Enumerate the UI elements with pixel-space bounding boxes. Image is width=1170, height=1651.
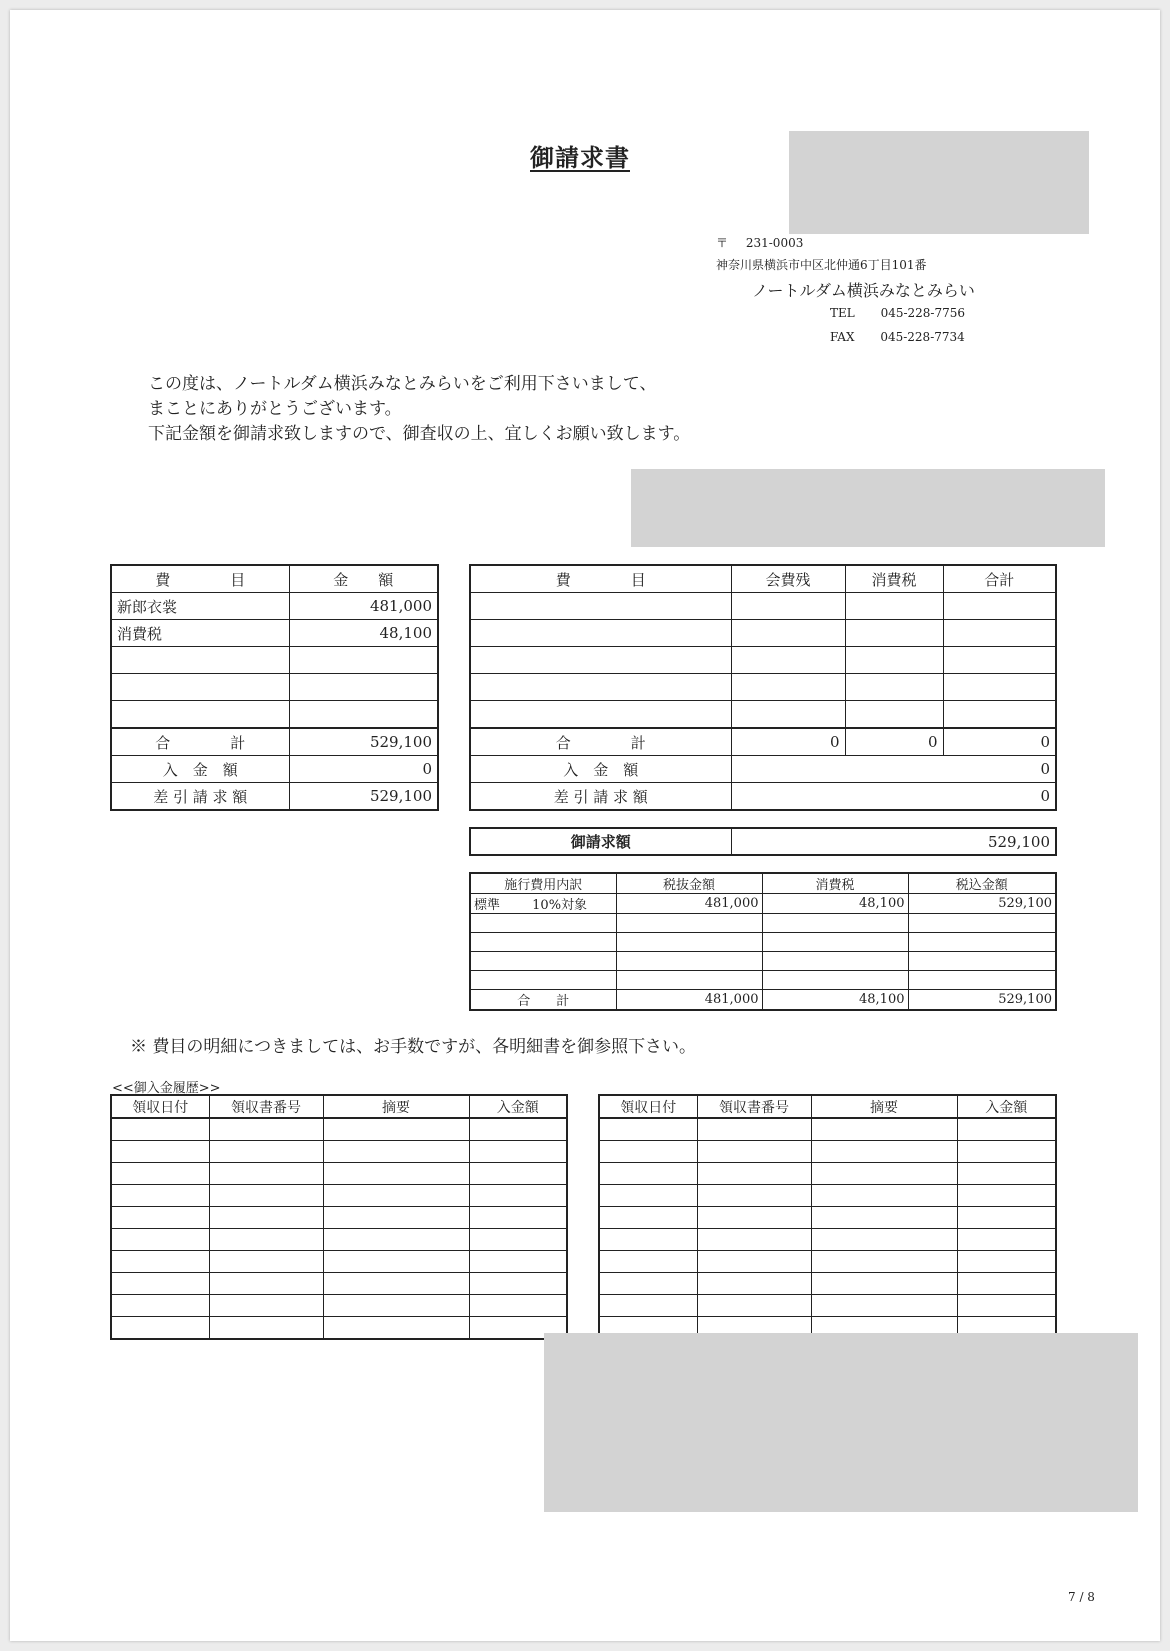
cell bbox=[323, 1118, 469, 1141]
total-label: 合 計 bbox=[111, 728, 289, 756]
amount-cell: 529,100 bbox=[908, 894, 1056, 914]
table-row bbox=[470, 647, 1056, 674]
cell bbox=[811, 1295, 957, 1317]
cell bbox=[957, 1295, 1056, 1317]
amount-cell bbox=[289, 647, 438, 674]
cell bbox=[957, 1251, 1056, 1273]
table-row bbox=[111, 674, 438, 701]
total-value: 529,100 bbox=[908, 990, 1056, 1011]
rate-cell bbox=[470, 894, 616, 914]
table-header-row bbox=[111, 565, 438, 593]
cell bbox=[908, 933, 1056, 952]
cell bbox=[209, 1163, 323, 1185]
cell bbox=[111, 1251, 209, 1273]
table-row bbox=[470, 593, 1056, 620]
cell bbox=[943, 674, 1056, 701]
header-cell: 会費残 bbox=[731, 565, 845, 593]
cell bbox=[599, 1273, 697, 1295]
cell bbox=[209, 1317, 323, 1340]
header-cell: 税抜金額 bbox=[616, 873, 762, 894]
table-row bbox=[111, 647, 438, 674]
cell bbox=[943, 593, 1056, 620]
cell bbox=[697, 1251, 811, 1273]
item-cell bbox=[111, 674, 289, 701]
cell bbox=[323, 1163, 469, 1185]
balance-value: 529,100 bbox=[289, 783, 438, 811]
cell bbox=[762, 971, 908, 990]
cell bbox=[209, 1185, 323, 1207]
cell bbox=[469, 1207, 567, 1229]
paid-value: 0 bbox=[289, 756, 438, 783]
header-cell: 領収日付 bbox=[111, 1095, 209, 1118]
cell bbox=[323, 1273, 469, 1295]
tel-number: 045-228-7756 bbox=[880, 306, 966, 320]
cell bbox=[599, 1163, 697, 1185]
cell bbox=[469, 1141, 567, 1163]
cell bbox=[762, 933, 908, 952]
sender-company: ノートルダム横浜みなとみらい bbox=[752, 281, 975, 300]
cell bbox=[111, 1163, 209, 1185]
header-cell: 施行費用内訳 bbox=[470, 873, 616, 894]
cell bbox=[908, 952, 1056, 971]
cell bbox=[957, 1118, 1056, 1141]
cell bbox=[111, 1207, 209, 1229]
cell bbox=[470, 933, 616, 952]
cell bbox=[470, 674, 731, 701]
header-cell: 消費税 bbox=[845, 565, 943, 593]
cell bbox=[731, 593, 845, 620]
table-row bbox=[111, 1163, 567, 1185]
postal-mark: 〒 bbox=[716, 236, 729, 250]
invoice-amount-label: 御請求額 bbox=[470, 828, 731, 855]
table-row bbox=[111, 1273, 567, 1295]
cell bbox=[323, 1207, 469, 1229]
cell bbox=[470, 971, 616, 990]
cell bbox=[323, 1317, 469, 1340]
page-title: 御請求書 bbox=[530, 144, 630, 172]
cell bbox=[957, 1229, 1056, 1251]
cell bbox=[599, 1207, 697, 1229]
table-row bbox=[470, 674, 1056, 701]
cell bbox=[209, 1207, 323, 1229]
header-cell: 摘要 bbox=[323, 1095, 469, 1118]
cell bbox=[811, 1251, 957, 1273]
amount-cell: 481,000 bbox=[289, 593, 438, 620]
rate-target: 10%対象 bbox=[532, 898, 588, 913]
cell bbox=[762, 914, 908, 933]
total-value: 0 bbox=[845, 728, 943, 756]
cell bbox=[957, 1141, 1056, 1163]
paid-row bbox=[111, 756, 438, 783]
cell bbox=[811, 1185, 957, 1207]
cell bbox=[470, 914, 616, 933]
payment-history-label: <<御入金履歴>> bbox=[112, 1081, 221, 1096]
table-row bbox=[111, 701, 438, 729]
table-row bbox=[599, 1185, 1056, 1207]
cell bbox=[731, 674, 845, 701]
cell bbox=[845, 701, 943, 729]
cell bbox=[811, 1163, 957, 1185]
table-row bbox=[599, 1141, 1056, 1163]
cell bbox=[111, 1229, 209, 1251]
amount-cell: 481,000 bbox=[616, 894, 762, 914]
table-row bbox=[599, 1295, 1056, 1317]
table-row bbox=[111, 593, 438, 620]
cell bbox=[209, 1273, 323, 1295]
cell bbox=[111, 1317, 209, 1340]
cell bbox=[209, 1229, 323, 1251]
cell bbox=[845, 620, 943, 647]
item-cell bbox=[111, 701, 289, 729]
table-row bbox=[599, 1273, 1056, 1295]
item-cell: 消費税 bbox=[111, 620, 289, 647]
item-cell bbox=[111, 647, 289, 674]
cell bbox=[697, 1163, 811, 1185]
cell bbox=[470, 952, 616, 971]
greeting-line: 下記金額を御請求致しますので、御査収の上、宜しくお願い致します。 bbox=[148, 424, 691, 444]
invoice-amount-box bbox=[469, 827, 1057, 856]
balance-row bbox=[111, 783, 438, 811]
tax-breakdown-table bbox=[469, 872, 1057, 1011]
cell bbox=[469, 1229, 567, 1251]
table-row bbox=[599, 1207, 1056, 1229]
cell bbox=[209, 1141, 323, 1163]
header-cell: 領収日付 bbox=[599, 1095, 697, 1118]
cell bbox=[697, 1141, 811, 1163]
cell bbox=[469, 1118, 567, 1141]
cell bbox=[697, 1185, 811, 1207]
total-value: 48,100 bbox=[762, 990, 908, 1011]
cell bbox=[323, 1185, 469, 1207]
invoice-amount-value: 529,100 bbox=[731, 828, 1056, 855]
payment-history-table-left bbox=[110, 1094, 568, 1340]
cell bbox=[470, 593, 731, 620]
greeting-text bbox=[148, 372, 690, 447]
table-row bbox=[111, 1207, 567, 1229]
amount-cell: 48,100 bbox=[289, 620, 438, 647]
tel-label: TEL bbox=[830, 306, 855, 320]
total-label: 合 計 bbox=[470, 990, 616, 1011]
invoice-page bbox=[10, 10, 1160, 1641]
header-cell: 領収書番号 bbox=[697, 1095, 811, 1118]
cell bbox=[616, 971, 762, 990]
cell bbox=[470, 701, 731, 729]
cell bbox=[943, 647, 1056, 674]
header-cell: 合計 bbox=[943, 565, 1056, 593]
cell bbox=[811, 1273, 957, 1295]
header-cell: 金 額 bbox=[289, 565, 438, 593]
paid-label: 入 金 額 bbox=[111, 756, 289, 783]
cell bbox=[811, 1207, 957, 1229]
table-row bbox=[470, 620, 1056, 647]
cell bbox=[111, 1141, 209, 1163]
cell bbox=[470, 620, 731, 647]
cell bbox=[469, 1163, 567, 1185]
cell bbox=[599, 1251, 697, 1273]
table-row bbox=[470, 914, 1056, 933]
total-value: 529,100 bbox=[289, 728, 438, 756]
cell bbox=[111, 1295, 209, 1317]
table-row bbox=[470, 933, 1056, 952]
header-cell: 費 目 bbox=[111, 565, 289, 593]
redacted-block-top bbox=[789, 131, 1089, 234]
table-row bbox=[470, 701, 1056, 729]
rate-label: 標準 bbox=[474, 898, 501, 913]
balance-row bbox=[470, 783, 1056, 811]
amount-cell bbox=[289, 674, 438, 701]
header-cell: 消費税 bbox=[762, 873, 908, 894]
cell bbox=[469, 1295, 567, 1317]
cell bbox=[469, 1251, 567, 1273]
cell bbox=[599, 1141, 697, 1163]
cell bbox=[957, 1273, 1056, 1295]
cell bbox=[811, 1229, 957, 1251]
balance-label: 差 引 請 求 額 bbox=[470, 783, 731, 811]
amount-cell bbox=[289, 701, 438, 729]
table-row bbox=[599, 1118, 1056, 1141]
right-fee-table bbox=[469, 564, 1057, 811]
cell bbox=[731, 701, 845, 729]
cell bbox=[111, 1118, 209, 1141]
cell bbox=[762, 952, 908, 971]
total-value: 481,000 bbox=[616, 990, 762, 1011]
total-row bbox=[470, 990, 1056, 1011]
total-label: 合 計 bbox=[470, 728, 731, 756]
cell bbox=[845, 593, 943, 620]
cell bbox=[957, 1207, 1056, 1229]
cell bbox=[697, 1229, 811, 1251]
total-row bbox=[470, 728, 1056, 756]
cell bbox=[111, 1273, 209, 1295]
total-value: 0 bbox=[731, 728, 845, 756]
table-row bbox=[111, 1317, 567, 1340]
left-fee-table bbox=[110, 564, 439, 811]
table-header-row bbox=[111, 1095, 567, 1118]
paid-label: 入 金 額 bbox=[470, 756, 731, 783]
table-row bbox=[470, 952, 1056, 971]
cell bbox=[811, 1118, 957, 1141]
greeting-line: この度は、ノートルダム横浜みなとみらいをご利用下さいまして、 bbox=[148, 374, 657, 394]
header-cell: 税込金額 bbox=[908, 873, 1056, 894]
table-row bbox=[111, 620, 438, 647]
cell bbox=[470, 647, 731, 674]
cell bbox=[599, 1295, 697, 1317]
balance-value: 0 bbox=[731, 783, 1056, 811]
sender-fax bbox=[830, 330, 965, 344]
header-cell: 費 目 bbox=[470, 565, 731, 593]
invoice-amount-row bbox=[470, 828, 1056, 855]
cell bbox=[908, 914, 1056, 933]
table-header-row bbox=[599, 1095, 1056, 1118]
table-row bbox=[111, 1229, 567, 1251]
cell bbox=[209, 1251, 323, 1273]
header-cell: 入金額 bbox=[469, 1095, 567, 1118]
cell bbox=[697, 1118, 811, 1141]
cell bbox=[323, 1295, 469, 1317]
cell bbox=[943, 701, 1056, 729]
cell bbox=[111, 1185, 209, 1207]
cell bbox=[599, 1118, 697, 1141]
table-row bbox=[111, 1251, 567, 1273]
postal-line bbox=[716, 234, 803, 251]
cell bbox=[209, 1118, 323, 1141]
cell bbox=[845, 647, 943, 674]
page-number: 7 / 8 bbox=[1068, 1590, 1095, 1604]
postal-code: 231-0003 bbox=[745, 236, 804, 250]
cell bbox=[697, 1207, 811, 1229]
header-cell: 入金額 bbox=[957, 1095, 1056, 1118]
table-row bbox=[599, 1251, 1056, 1273]
total-value: 0 bbox=[943, 728, 1056, 756]
header-cell: 領収書番号 bbox=[209, 1095, 323, 1118]
cell bbox=[811, 1141, 957, 1163]
paid-row bbox=[470, 756, 1056, 783]
header-cell: 摘要 bbox=[811, 1095, 957, 1118]
cell bbox=[731, 647, 845, 674]
table-header-row bbox=[470, 873, 1056, 894]
cell bbox=[957, 1163, 1056, 1185]
table-row bbox=[599, 1229, 1056, 1251]
cell bbox=[323, 1229, 469, 1251]
fax-label: FAX bbox=[830, 330, 855, 344]
cell bbox=[616, 933, 762, 952]
cell bbox=[908, 971, 1056, 990]
table-row bbox=[111, 1185, 567, 1207]
table-row bbox=[470, 971, 1056, 990]
detail-note: ※ 費目の明細につきましては、お手数ですが、各明細書を御参照下さい。 bbox=[130, 1037, 697, 1057]
cell bbox=[323, 1141, 469, 1163]
table-row bbox=[470, 894, 1056, 914]
cell bbox=[209, 1295, 323, 1317]
redacted-block-bottom bbox=[544, 1333, 1138, 1512]
paid-value: 0 bbox=[731, 756, 1056, 783]
cell bbox=[469, 1273, 567, 1295]
sender-address: 神奈川県横浜市中区北仲通6丁目101番 bbox=[716, 258, 927, 272]
balance-label: 差 引 請 求 額 bbox=[111, 783, 289, 811]
cell bbox=[469, 1185, 567, 1207]
cell bbox=[697, 1295, 811, 1317]
table-row bbox=[599, 1163, 1056, 1185]
table-header-row bbox=[470, 565, 1056, 593]
sender-tel bbox=[830, 306, 965, 320]
payment-history-table-right bbox=[598, 1094, 1057, 1340]
cell bbox=[599, 1185, 697, 1207]
cell bbox=[323, 1251, 469, 1273]
amount-cell: 48,100 bbox=[762, 894, 908, 914]
cell bbox=[697, 1273, 811, 1295]
cell bbox=[616, 952, 762, 971]
item-cell: 新郎衣裳 bbox=[111, 593, 289, 620]
greeting-line: まことにありがとうございます。 bbox=[148, 399, 402, 419]
fax-number: 045-228-7734 bbox=[880, 330, 965, 344]
cell bbox=[943, 620, 1056, 647]
cell bbox=[957, 1185, 1056, 1207]
table-row bbox=[111, 1118, 567, 1141]
table-row bbox=[111, 1141, 567, 1163]
table-row bbox=[111, 1295, 567, 1317]
cell bbox=[845, 674, 943, 701]
cell bbox=[599, 1229, 697, 1251]
redacted-block-middle bbox=[631, 469, 1105, 547]
cell bbox=[616, 914, 762, 933]
cell bbox=[731, 620, 845, 647]
total-row bbox=[111, 728, 438, 756]
